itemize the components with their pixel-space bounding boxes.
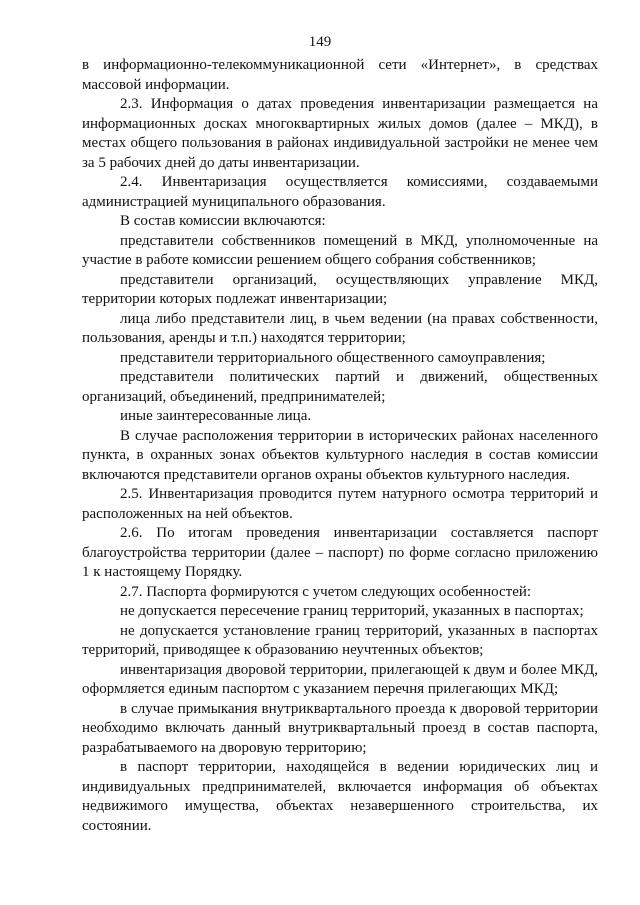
list-item-parties: представители политических партий и движений, общественных организаций, объединений, предпринимателей;	[82, 369, 598, 405]
list-item-intra-block-drive: в случае примыкания внутриквартального проезда к дворовой территории необходимо включать данный внутриквартальный проезд в состав паспорта, разрабатываемого на дворовую территорию;	[82, 700, 598, 756]
paragraph-2-7: 2.7. Паспорта формируются с учетом следующих особенностей:	[120, 583, 532, 600]
page-number: 149	[308, 34, 332, 50]
paragraph-2-3: 2.3. Информация о датах проведения инвентаризации размещается на информационных досках многоквартирных жилых домов (далее – МКД), в местах общего пользования в районах индивидуальной застройки не менее чем за 5 рабочих дней до даты инвентаризации.	[82, 96, 598, 171]
document-body	[82, 56, 598, 836]
list-item-other: иные заинтересованные лица.	[120, 408, 312, 424]
list-item-no-unaccounted: не допускается установление границ территорий, указанных в паспортах территорий, приводящее к образованию неучтенных объектов;	[82, 622, 598, 658]
paragraph-2-5: 2.5. Инвентаризация проводится путем натурного осмотра территорий и расположенных на ней объектов.	[82, 486, 598, 522]
list-item-legal-entities: в паспорт территории, находящейся в ведении юридических лиц и индивидуальных предпринимателей, включается информация об объектах недвижимого имущества, объектах незавершенного строительства, их состоянии.	[82, 759, 598, 834]
list-item-single-passport: инвентаризация дворовой территории, прилегающей к двум и более МКД, оформляется единым паспортом с указанием перечня прилегающих МКД;	[82, 661, 598, 697]
paragraph-historic-areas: В случае расположения территории в исторических районах населенного пункта, в охранных зонах объектов культурного наследия в состав комиссии включаются представители органов охраны объектов культурного наследия.	[82, 427, 598, 483]
list-item-self-government: представители территориального общественного самоуправления;	[120, 349, 546, 366]
paragraph-commission-intro: В состав комиссии включаются:	[120, 213, 326, 229]
list-item-no-intersection: не допускается пересечение границ территорий, указанных в паспортах;	[120, 603, 584, 619]
paragraph-continuation: в информационно-телекоммуникационной сети «Интернет», в средствах массовой информации.	[82, 57, 598, 93]
paragraph-2-4: 2.4. Инвентаризация осуществляется комиссиями, создаваемыми администрацией муниципального образования.	[82, 174, 598, 210]
paragraph-2-6: 2.6. По итогам проведения инвентаризации составляется паспорт благоустройства территории (далее – паспорт) по форме согласно приложению 1 к настоящему Порядку.	[82, 525, 598, 580]
list-item-persons: лица либо представители лиц, в чьем ведении (на правах собственности, пользования, аренды и т.п.) находятся территории;	[82, 310, 598, 346]
list-item-management-orgs: представители организаций, осуществляющих управление МКД, территории которых подлежат инвентаризации;	[82, 271, 598, 307]
list-item-owners: представители собственников помещений в МКД, уполномоченные на участие в работе комиссии решением общего собрания собственников;	[82, 232, 598, 268]
